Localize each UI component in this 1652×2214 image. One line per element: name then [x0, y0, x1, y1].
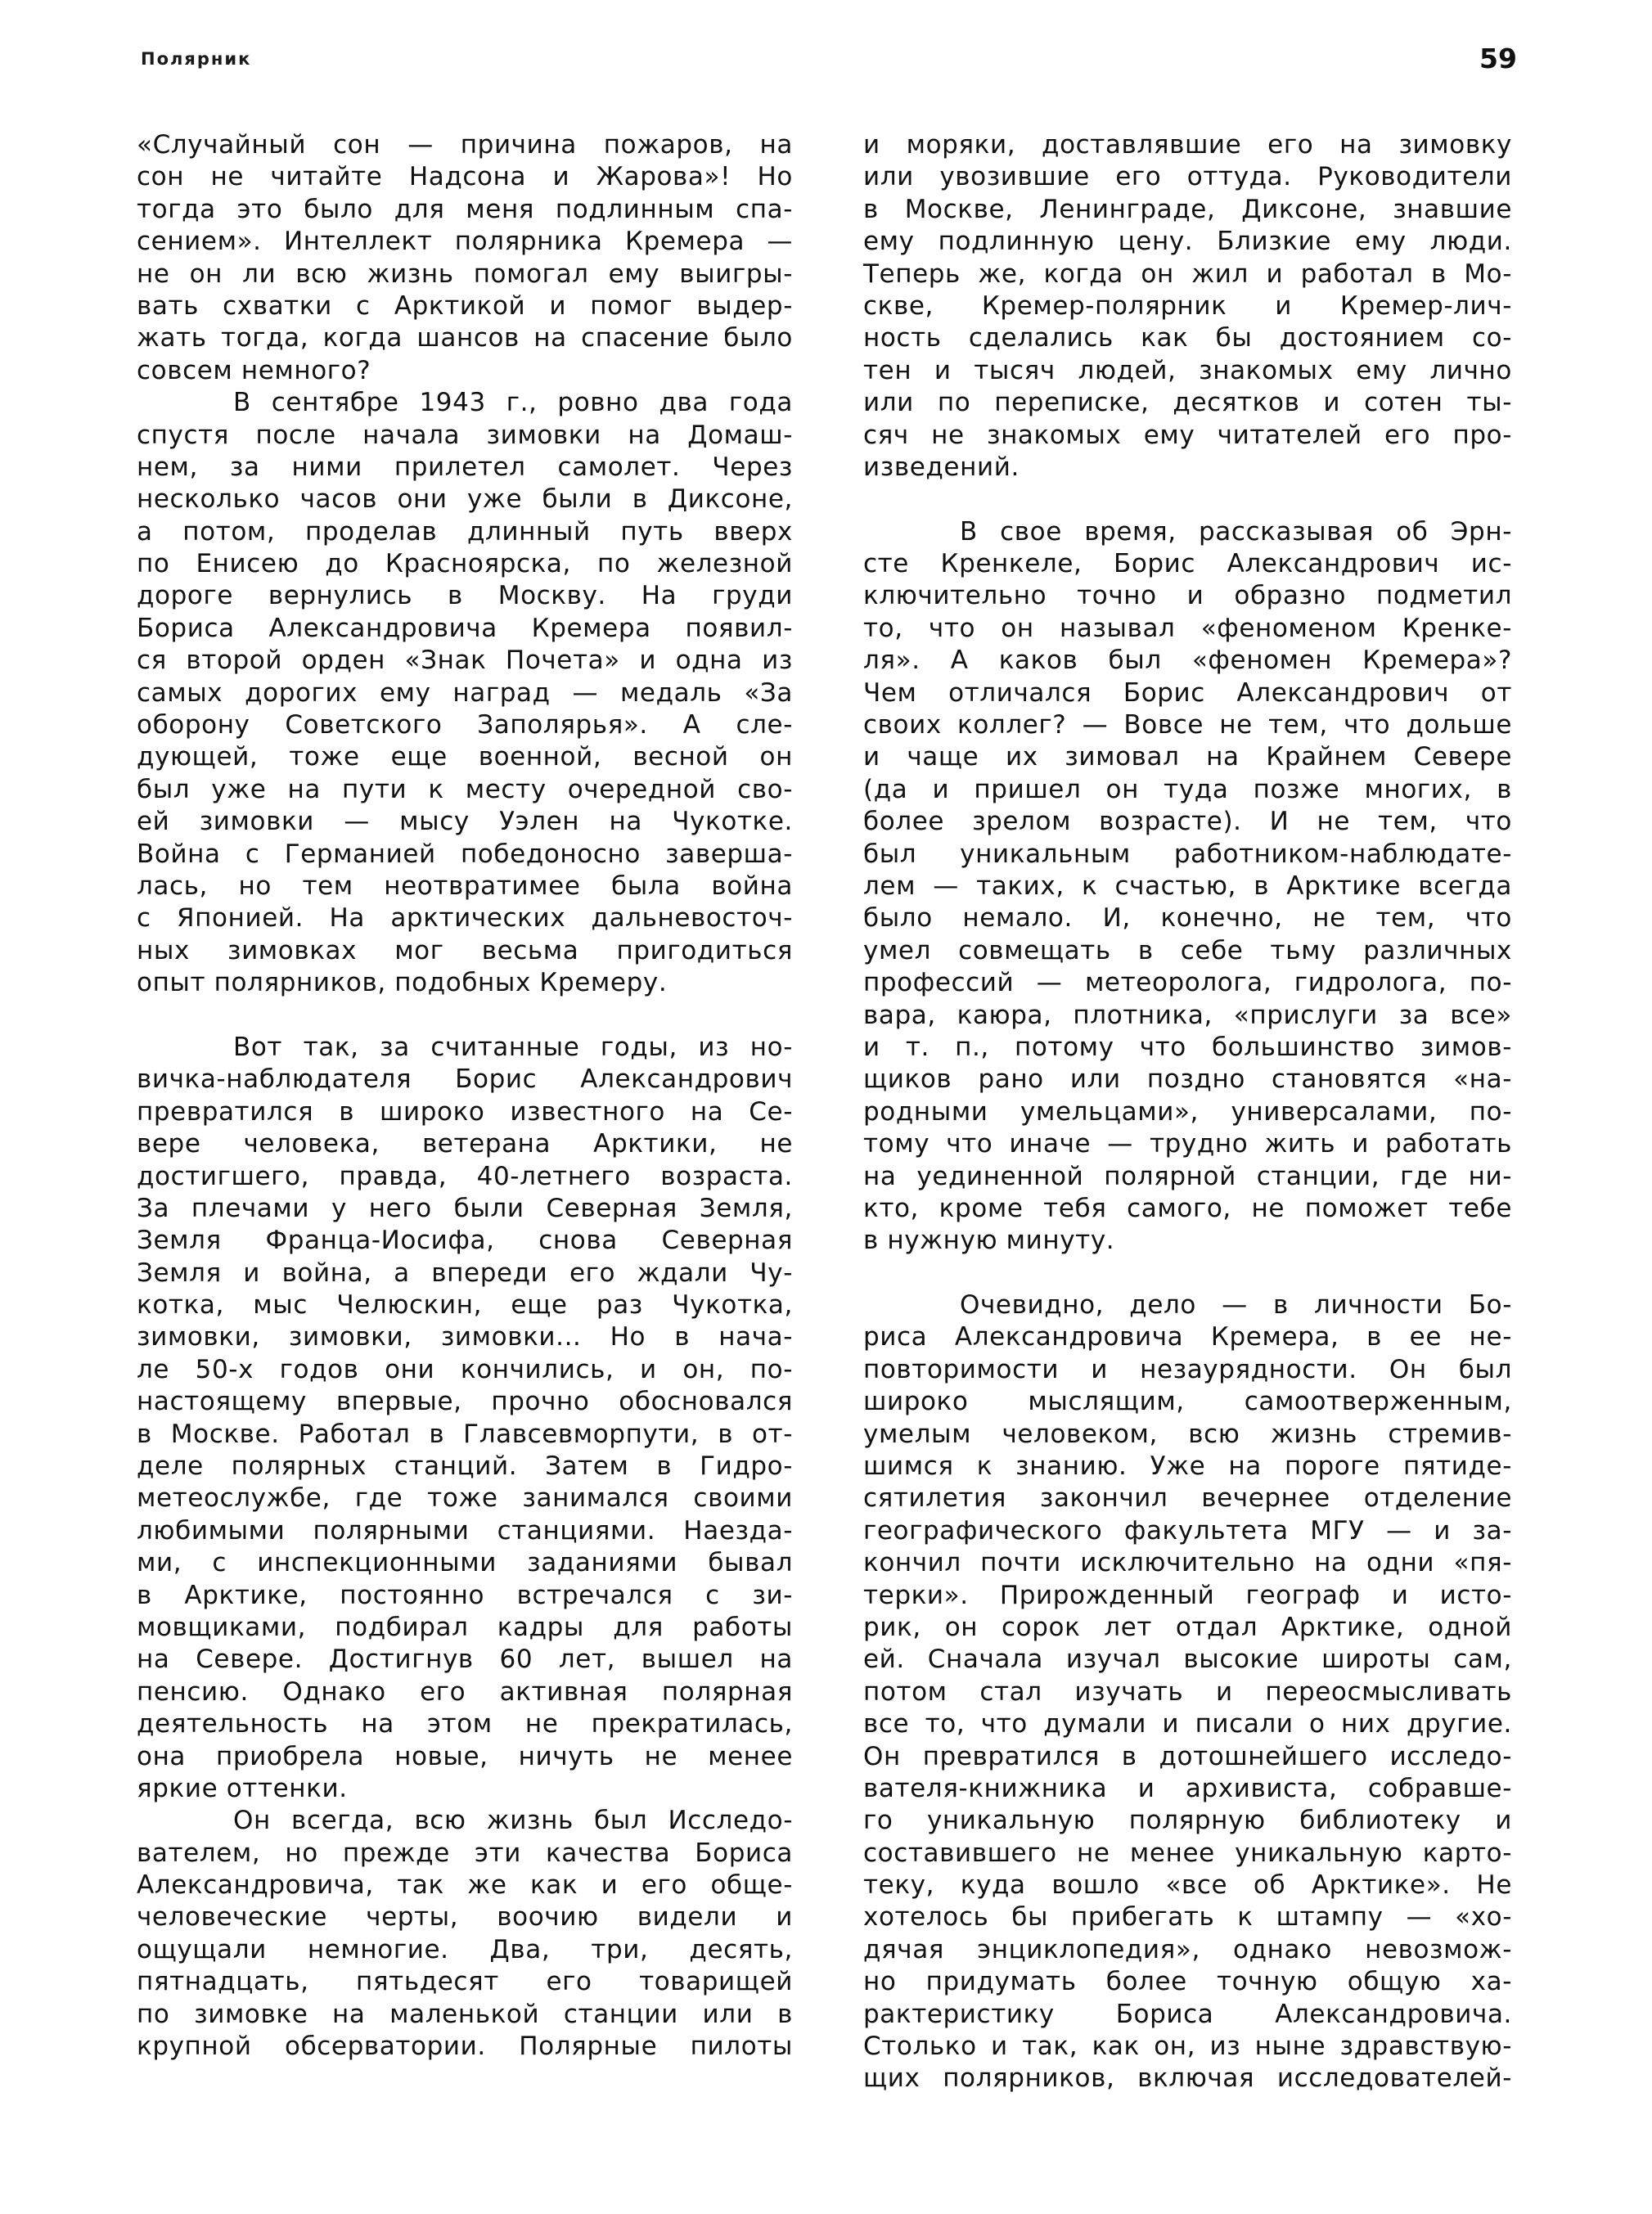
text-line: и т. п., потому что большинство зимов- — [863, 1032, 1512, 1062]
text-line: го уникальную полярную библиотеку и — [863, 1806, 1512, 1836]
text-line: мовщиками, подбирал кадры для работы — [137, 1612, 793, 1642]
text-line: в нужную минуту. — [863, 1226, 1115, 1256]
text-line: совсем немного? — [137, 355, 371, 385]
text-line: дороге вернулись в Москву. На груди — [137, 581, 793, 611]
text-line: Вот так, за считанные годы, из но- — [233, 1032, 793, 1062]
text-line: лась, но тем неотвратимее была война — [137, 871, 793, 901]
paragraph — [137, 1032, 793, 1805]
text-line: Теперь же, когда он жил и работал в Мо- — [863, 259, 1512, 289]
text-line: «Случайный сон — причина пожаров, на — [137, 130, 793, 160]
text-line: риса Александровича Кремера, в ее не- — [863, 1322, 1512, 1352]
text-line: сяч не знакомых ему читателей его про- — [863, 420, 1512, 450]
text-line: изведений. — [863, 452, 1020, 482]
text-line: не он ли всю жизнь помогал ему выигры- — [137, 259, 793, 289]
text-line: тому что иначе — трудно жить и работать — [863, 1129, 1512, 1159]
text-line: Земля и война, а впереди его ждали Чу- — [137, 1258, 793, 1288]
paragraph — [137, 129, 793, 387]
text-line: по Енисею до Красноярска, по железной — [137, 549, 793, 579]
text-line: был уникальным работником-наблюдате- — [863, 839, 1512, 869]
text-line: своих коллег? — Вовсе не тем, что дольше — [863, 710, 1512, 740]
text-line: Он превратился в дотошнейшего исследо- — [863, 1741, 1512, 1771]
text-line: все то, что думали и писали о них другие. — [863, 1709, 1512, 1739]
text-line: в Москве. Работал в Главсевморпути, в от- — [137, 1419, 793, 1449]
text-line: (да и пришел он туда позже многих, в — [863, 774, 1512, 804]
text-line: ему подлинную цену. Близкие ему люди. — [863, 227, 1512, 257]
text-line: ей. Сначала изучал высокие широты сам, — [863, 1645, 1512, 1675]
text-line: хотелось бы прибегать к штампу — «хо- — [863, 1902, 1512, 1933]
text-line: любимыми полярными станциями. Наезда- — [137, 1515, 793, 1546]
text-line: ля». А каков был «феномен Кремера»? — [863, 646, 1512, 676]
text-line: вара, каюра, плотника, «прислуги за все» — [863, 1000, 1512, 1030]
text-line: сон не читайте Надсона и Жарова»! Но — [137, 162, 793, 192]
text-line: умелым человеком, всю жизнь стремив- — [863, 1419, 1512, 1449]
text-line: тогда это было для меня подлинным спа- — [137, 194, 793, 224]
text-line: Он всегда, всю жизнь был Исследо- — [233, 1806, 793, 1836]
text-line: щиков рано или поздно становятся «на- — [863, 1064, 1512, 1095]
text-line: превратился в широко известного на Се- — [137, 1096, 793, 1127]
paragraph — [137, 1805, 793, 2063]
text-line: деле полярных станций. Затем в Гидро- — [137, 1451, 793, 1482]
text-line: а потом, проделав длинный путь вверх — [137, 516, 793, 547]
text-line: За плечами у него были Северная Земля, — [137, 1193, 793, 1223]
text-line: вать схватки с Арктикой и помог выдер- — [137, 290, 793, 321]
text-line: по зимовке на маленькой станции или в — [137, 1999, 793, 2029]
text-line: опыт полярников, подобных Кремеру. — [137, 968, 668, 998]
text-line: с Японией. На арктических дальневосточ- — [137, 903, 793, 934]
text-line: пятнадцать, пятьдесят его товарищей — [137, 1967, 793, 1997]
text-line: ключительно точно и образно подметил — [863, 581, 1512, 611]
text-line: достигшего, правда, 40-летнего возраста. — [137, 1161, 793, 1191]
running-header-title: Полярник — [141, 49, 252, 69]
paragraph-spacing — [863, 1258, 1512, 1289]
text-line: географического факультета МГУ — и за- — [863, 1515, 1512, 1546]
text-line: Очевидно, дело — в личности Бо- — [960, 1290, 1512, 1321]
text-line: самых дорогих ему наград — медаль «За — [137, 677, 793, 708]
text-line: или по переписке, десятков и сотен ты- — [863, 388, 1512, 418]
text-line: на уединенной полярной станции, где ни- — [863, 1161, 1512, 1191]
text-line: родными умельцами», универсалами, по- — [863, 1096, 1512, 1127]
paragraph — [863, 129, 1512, 484]
text-line: Чем отличался Борис Александрович от — [863, 677, 1512, 708]
text-line: в Москве, Ленинграде, Диксоне, знавшие — [863, 194, 1512, 224]
paragraph-spacing — [137, 1000, 793, 1032]
text-line: профессий — метеоролога, гидролога, по- — [863, 968, 1512, 998]
text-line: сте Кренкеле, Борис Александрович ис- — [863, 549, 1512, 579]
text-line: был уже на пути к месту очередной сво- — [137, 774, 793, 804]
text-line: Бориса Александровича Кремера появил- — [137, 613, 793, 643]
text-line: было немало. И, конечно, не тем, что — [863, 903, 1512, 934]
text-line: но придумать более точную общую ха- — [863, 1967, 1512, 1997]
text-line: потом стал изучать и переосмысливать — [863, 1676, 1512, 1707]
text-line: сением». Интеллект полярника Кремера — — [137, 227, 793, 257]
text-line: ных зимовках мог весьма пригодиться — [137, 935, 793, 965]
text-line: метеослужбе, где тоже занимался своими — [137, 1483, 793, 1514]
text-line: ность сделались как бы достоянием со- — [863, 323, 1512, 353]
text-line: деятельность на этом не прекратилась, — [137, 1709, 793, 1739]
text-line: вичка-наблюдателя Борис Александрович — [137, 1064, 793, 1095]
text-line: пенсию. Однако его активная полярная — [137, 1676, 793, 1707]
text-line: умел совмещать в себе тьму различных — [863, 935, 1512, 965]
text-line: то, что он называл «феноменом Кренке- — [863, 613, 1512, 643]
text-line: спустя после начала зимовки на Домаш- — [137, 420, 793, 450]
text-line: Земля Франца-Иосифа, снова Северная — [137, 1226, 793, 1256]
text-line: В свое время, рассказывая об Эрн- — [960, 516, 1512, 547]
text-line: зимовки, зимовки, зимовки... Но в нача- — [137, 1322, 793, 1352]
text-line: кто, кроме тебя самого, не поможет тебе — [863, 1193, 1512, 1223]
text-line: ощущали немногие. Два, три, десять, — [137, 1934, 793, 1964]
text-line: человеческие черты, воочию видели и — [137, 1902, 793, 1933]
text-line: повторимости и незаурядности. Он был — [863, 1354, 1512, 1384]
text-line: тен и тысяч людей, знакомых ему лично — [863, 355, 1512, 385]
text-line: дячая энциклопедия», однако невозмож- — [863, 1934, 1512, 1964]
paragraph — [137, 387, 793, 999]
right-text-column — [863, 129, 1512, 2095]
text-line: В сентябре 1943 г., ровно два года — [233, 388, 793, 418]
text-line: нем, за ними прилетел самолет. Через — [137, 452, 793, 482]
text-line: вателем, но прежде эти качества Бориса — [137, 1838, 793, 1868]
paragraph — [863, 516, 1512, 1258]
text-line: скве, Кремер-полярник и Кремер-лич- — [863, 290, 1512, 321]
text-line: или увозившие его оттуда. Руководители — [863, 162, 1512, 192]
text-line: терки». Прирожденный географ и исто- — [863, 1580, 1512, 1610]
text-line: ся второй орден «Знак Почета» и одна из — [137, 646, 793, 676]
text-line: Александровича, так же как и его обще- — [137, 1870, 793, 1901]
text-line: Столько и так, как он, из ныне здравствую- — [863, 2032, 1512, 2062]
text-line: яркие оттенки. — [137, 1773, 348, 1803]
text-line: в Арктике, постоянно встречался с зи- — [137, 1580, 793, 1610]
text-line: ми, с инспекционными заданиями бывал — [137, 1548, 793, 1578]
text-line: щих полярников, включая исследователей- — [863, 2063, 1512, 2094]
text-line: настоящему впервые, прочно обосновался — [137, 1387, 793, 1417]
text-line: и чаще их зимовал на Крайнем Севере — [863, 742, 1512, 772]
text-line: вере человека, ветерана Арктики, не — [137, 1129, 793, 1159]
text-line: теку, куда вошло «все об Арктике». Не — [863, 1870, 1512, 1901]
text-line: лем — таких, к счастью, в Арктике всегда — [863, 871, 1512, 901]
text-line: и моряки, доставлявшие его на зимовку — [863, 130, 1512, 160]
text-line: широко мыслящим, самоотверженным, — [863, 1387, 1512, 1417]
text-line: сятилетия закончил вечернее отделение — [863, 1483, 1512, 1514]
text-line: составившего не менее уникальную карто- — [863, 1838, 1512, 1868]
text-line: она приобрела новые, ничуть не менее — [137, 1741, 793, 1771]
text-line: вателя-книжника и архивиста, собравше- — [863, 1773, 1512, 1803]
text-line: кончил почти исключительно на одни «пя- — [863, 1548, 1512, 1578]
text-line: рик, он сорок лет отдал Арктике, одной — [863, 1612, 1512, 1642]
text-line: оборону Советского Заполярья». А сле- — [137, 710, 793, 740]
paragraph — [863, 1289, 1512, 2095]
text-line: крупной обсерватории. Полярные пилоты — [137, 2032, 793, 2062]
text-line: котка, мыс Челюскин, еще раз Чукотка, — [137, 1290, 793, 1321]
text-line: несколько часов они уже были в Диксоне, — [137, 484, 793, 515]
text-line: дующей, тоже еще военной, весной он — [137, 742, 793, 772]
paragraph-spacing — [863, 484, 1512, 515]
text-line: ле 50-х годов они кончились, и он, по- — [137, 1354, 793, 1384]
text-line: шимся к знанию. Уже на пороге пятиде- — [863, 1451, 1512, 1482]
text-line: рактеристику Бориса Александровича. — [863, 1999, 1512, 2029]
text-line: жать тогда, когда шансов на спасение было — [137, 323, 793, 353]
text-line: на Севере. Достигнув 60 лет, вышел на — [137, 1645, 793, 1675]
text-line: ей зимовки — мысу Уэлен на Чукотке. — [137, 807, 793, 837]
text-line: более зрелом возрасте). И не тем, что — [863, 807, 1512, 837]
page-number: 59 — [1479, 43, 1517, 74]
text-line: Война с Германией победоносно заверша- — [137, 839, 793, 869]
left-text-column — [137, 129, 793, 2063]
